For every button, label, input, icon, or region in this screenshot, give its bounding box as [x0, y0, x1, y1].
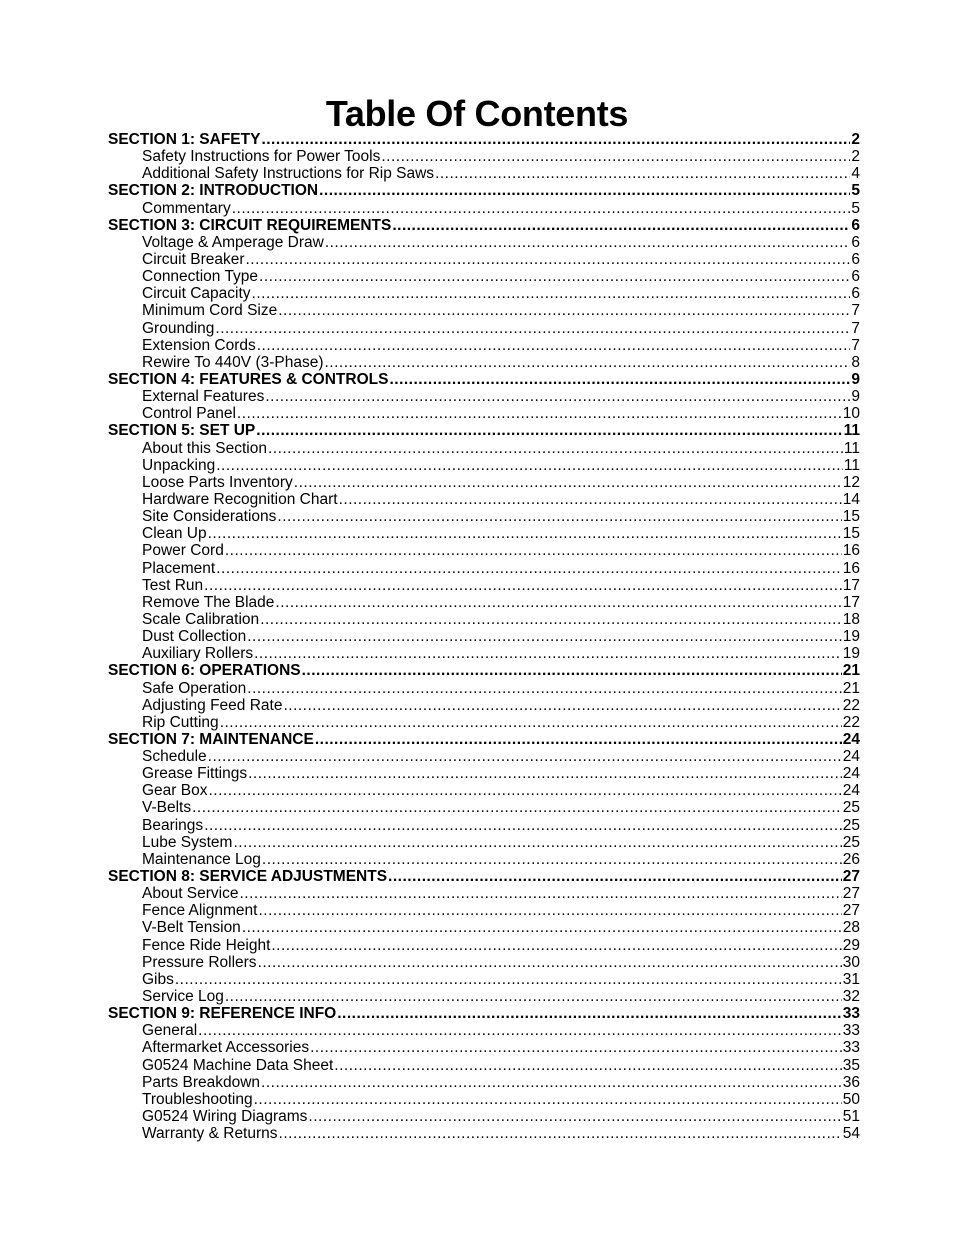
- toc-entry-page-number: 16: [842, 559, 860, 577]
- toc-entry-label: Connection Type: [142, 268, 259, 286]
- toc-entry-label: Control Panel: [142, 405, 236, 423]
- toc-subsection-entry[interactable]: [108, 388, 860, 405]
- dot-leader: [392, 217, 850, 234]
- dot-leader: [246, 251, 851, 268]
- toc-entry-page-number: 31: [842, 970, 860, 988]
- dot-leader: [198, 1022, 842, 1039]
- toc-entry-label: Loose Parts Inventory: [142, 473, 293, 491]
- toc-subsection-entry[interactable]: [108, 268, 860, 285]
- toc-subsection-entry[interactable]: [108, 165, 860, 182]
- toc-subsection-entry[interactable]: [108, 680, 860, 697]
- toc-entry-page-number: 2: [851, 131, 860, 148]
- dot-leader: [325, 354, 851, 371]
- toc-entry-page-number: 19: [842, 628, 860, 646]
- toc-entry-page-number: 11: [843, 422, 860, 440]
- toc-entry-page-number: 9: [851, 388, 860, 406]
- table-of-contents: [108, 131, 860, 1142]
- dot-leader: [257, 337, 851, 354]
- toc-entry-page-number: 6: [851, 285, 860, 303]
- toc-entry-page-number: 5: [851, 182, 860, 200]
- toc-subsection-entry[interactable]: [108, 988, 860, 1005]
- dot-leader: [259, 268, 850, 285]
- dot-leader: [381, 148, 850, 165]
- toc-entry-page-number: 21: [842, 662, 860, 680]
- dot-leader: [271, 937, 841, 954]
- toc-entry-page-number: 6: [851, 233, 860, 251]
- toc-subsection-entry[interactable]: [108, 560, 860, 577]
- toc-entry-label: Schedule: [142, 748, 207, 766]
- toc-subsection-entry[interactable]: [108, 354, 860, 371]
- dot-leader: [242, 919, 842, 936]
- toc-subsection-entry[interactable]: [108, 611, 860, 628]
- dot-leader: [208, 782, 841, 799]
- toc-entry-label: Minimum Cord Size: [142, 302, 278, 320]
- toc-entry-page-number: 19: [842, 645, 860, 663]
- dot-leader: [258, 902, 841, 919]
- toc-subsection-entry[interactable]: [108, 1039, 860, 1056]
- toc-subsection-entry[interactable]: [108, 697, 860, 714]
- dot-leader: [325, 234, 851, 251]
- toc-entry-label: Additional Safety Instructions for Rip Saws: [142, 165, 435, 183]
- toc-entry-page-number: 7: [851, 302, 860, 320]
- toc-subsection-entry[interactable]: [108, 1125, 860, 1142]
- toc-entry-label: Dust Collection: [142, 628, 247, 646]
- toc-subsection-entry[interactable]: [108, 851, 860, 868]
- toc-entry-label: About Service: [142, 885, 239, 903]
- toc-subsection-entry[interactable]: [108, 320, 860, 337]
- dot-leader: [265, 388, 850, 405]
- toc-entry-label: SECTION 7: MAINTENANCE: [108, 730, 314, 748]
- toc-entry-page-number: 27: [842, 902, 860, 920]
- toc-entry-label: Bearings: [142, 816, 204, 834]
- dot-leader: [192, 799, 842, 816]
- toc-entry-page-number: 25: [842, 799, 860, 817]
- toc-section-entry[interactable]: [108, 182, 860, 199]
- dot-leader: [334, 1057, 841, 1074]
- toc-entry-page-number: 54: [842, 1125, 860, 1143]
- toc-entry-page-number: 24: [842, 782, 860, 800]
- toc-entry-page-number: 10: [842, 405, 860, 423]
- toc-subsection-entry[interactable]: [108, 885, 860, 902]
- dot-leader: [308, 1108, 841, 1125]
- dot-leader: [294, 474, 842, 491]
- toc-entry-page-number: 6: [851, 268, 860, 286]
- toc-entry-label: Safety Instructions for Power Tools: [142, 148, 381, 166]
- toc-entry-label: Circuit Capacity: [142, 285, 251, 303]
- toc-entry-label: General: [142, 1022, 198, 1040]
- toc-entry-page-number: 4: [851, 165, 860, 183]
- toc-entry-label: Adjusting Feed Rate: [142, 696, 283, 714]
- toc-entry-page-number: 16: [842, 542, 860, 560]
- dot-leader: [319, 182, 850, 199]
- toc-entry-label: Lube System: [142, 833, 233, 851]
- toc-subsection-entry[interactable]: [108, 954, 860, 971]
- dot-leader: [254, 1091, 842, 1108]
- toc-entry-page-number: 12: [842, 473, 860, 491]
- dot-leader: [204, 817, 842, 834]
- toc-entry-page-number: 11: [843, 456, 860, 474]
- toc-subsection-entry[interactable]: [108, 474, 860, 491]
- dot-leader: [216, 560, 842, 577]
- toc-entry-label: Service Log: [142, 988, 224, 1006]
- dot-leader: [258, 954, 842, 971]
- toc-entry-label: Gear Box: [142, 782, 208, 800]
- toc-entry-page-number: 6: [851, 250, 860, 268]
- toc-entry-page-number: 17: [842, 576, 860, 594]
- toc-entry-label: Fence Ride Height: [142, 936, 271, 954]
- dot-leader: [240, 885, 842, 902]
- toc-entry-page-number: 33: [842, 1039, 860, 1057]
- toc-entry-label: Clean Up: [142, 525, 207, 543]
- toc-subsection-entry[interactable]: [108, 628, 860, 645]
- dot-leader: [215, 320, 850, 337]
- toc-subsection-entry[interactable]: [108, 834, 860, 851]
- toc-entry-label: V-Belt Tension: [142, 919, 241, 937]
- toc-entry-page-number: 50: [842, 1090, 860, 1108]
- toc-subsection-entry[interactable]: [108, 817, 860, 834]
- toc-entry-page-number: 7: [851, 319, 860, 337]
- toc-entry-page-number: 15: [842, 508, 860, 526]
- toc-subsection-entry[interactable]: [108, 440, 860, 457]
- dot-leader: [220, 714, 842, 731]
- toc-subsection-entry[interactable]: [108, 782, 860, 799]
- toc-subsection-entry[interactable]: [108, 508, 860, 525]
- dot-leader: [216, 457, 843, 474]
- toc-entry-label: External Features: [142, 388, 265, 406]
- toc-entry-label: Pressure Rollers: [142, 953, 257, 971]
- toc-subsection-entry[interactable]: [108, 1108, 860, 1125]
- dot-leader: [248, 765, 842, 782]
- dot-leader: [225, 988, 842, 1005]
- toc-entry-page-number: 18: [842, 610, 860, 628]
- toc-entry-page-number: 5: [851, 199, 860, 217]
- toc-entry-page-number: 11: [843, 439, 860, 457]
- toc-entry-label: Site Considerations: [142, 508, 277, 526]
- toc-entry-label: Parts Breakdown: [142, 1073, 261, 1091]
- toc-entry-label: Grounding: [142, 319, 215, 337]
- dot-leader: [175, 971, 842, 988]
- toc-subsection-entry[interactable]: [108, 919, 860, 936]
- toc-entry-label: SECTION 5: SET UP: [108, 422, 256, 440]
- toc-entry-page-number: 33: [842, 1022, 860, 1040]
- dot-leader: [268, 440, 843, 457]
- toc-subsection-entry[interactable]: [108, 765, 860, 782]
- toc-entry-page-number: 33: [842, 1005, 860, 1023]
- toc-section-entry[interactable]: [108, 662, 860, 679]
- toc-entry-label: Voltage & Amperage Draw: [142, 233, 324, 251]
- dot-leader: [252, 285, 851, 302]
- toc-subsection-entry[interactable]: [108, 251, 860, 268]
- toc-entry-label: SECTION 8: SERVICE ADJUSTMENTS: [108, 868, 388, 886]
- toc-entry-page-number: 22: [842, 713, 860, 731]
- dot-leader: [208, 748, 842, 765]
- toc-subsection-entry[interactable]: [108, 285, 860, 302]
- toc-entry-page-number: 26: [842, 850, 860, 868]
- dot-leader: [275, 594, 841, 611]
- toc-entry-label: SECTION 2: INTRODUCTION: [108, 182, 319, 200]
- toc-entry-label: G0524 Machine Data Sheet: [142, 1056, 334, 1074]
- dot-leader: [232, 200, 851, 217]
- toc-entry-label: Troubleshooting: [142, 1090, 253, 1108]
- toc-entry-page-number: 24: [842, 765, 860, 783]
- toc-entry-label: Fence Alignment: [142, 902, 258, 920]
- dot-leader: [277, 508, 841, 525]
- toc-subsection-entry[interactable]: [108, 457, 860, 474]
- dot-leader: [261, 131, 850, 148]
- toc-section-entry[interactable]: [108, 422, 860, 439]
- toc-entry-label: About this Section: [142, 439, 267, 457]
- dot-leader: [302, 662, 842, 679]
- toc-entry-page-number: 29: [842, 936, 860, 954]
- toc-subsection-entry[interactable]: [108, 525, 860, 542]
- toc-entry-label: Gibs: [142, 970, 174, 988]
- toc-entry-label: Maintenance Log: [142, 850, 261, 868]
- dot-leader: [278, 302, 850, 319]
- dot-leader: [254, 645, 842, 662]
- toc-entry-label: Test Run: [142, 576, 204, 594]
- toc-subsection-entry[interactable]: [108, 902, 860, 919]
- toc-entry-label: Power Cord: [142, 542, 224, 560]
- toc-subsection-entry[interactable]: [108, 405, 860, 422]
- toc-subsection-entry[interactable]: [108, 714, 860, 731]
- toc-entry-page-number: 17: [842, 593, 860, 611]
- toc-subsection-entry[interactable]: [108, 1091, 860, 1108]
- dot-leader: [256, 422, 842, 439]
- dot-leader: [310, 1039, 842, 1056]
- toc-entry-label: Rip Cutting: [142, 713, 219, 731]
- toc-section-entry[interactable]: [108, 731, 860, 748]
- toc-entry-page-number: 2: [851, 148, 860, 166]
- dot-leader: [260, 611, 842, 628]
- toc-subsection-entry[interactable]: [108, 748, 860, 765]
- toc-entry-page-number: 27: [842, 885, 860, 903]
- toc-entry-page-number: 30: [842, 953, 860, 971]
- toc-subsection-entry[interactable]: [108, 1074, 860, 1091]
- dot-leader: [388, 868, 842, 885]
- toc-entry-label: Scale Calibration: [142, 610, 260, 628]
- toc-subsection-entry[interactable]: [108, 645, 860, 662]
- toc-entry-page-number: 27: [842, 868, 860, 886]
- toc-entry-page-number: 7: [851, 336, 860, 354]
- toc-entry-label: Warranty & Returns: [142, 1125, 278, 1143]
- toc-entry-page-number: 21: [842, 679, 860, 697]
- toc-subsection-entry[interactable]: [108, 148, 860, 165]
- toc-section-entry[interactable]: [108, 131, 860, 148]
- dot-leader: [435, 165, 850, 182]
- toc-entry-page-number: 24: [842, 730, 860, 748]
- toc-entry-label: SECTION 1: SAFETY: [108, 131, 261, 148]
- toc-entry-page-number: 25: [842, 833, 860, 851]
- toc-entry-label: V-Belts: [142, 799, 192, 817]
- toc-entry-label: SECTION 4: FEATURES & CONTROLS: [108, 370, 389, 388]
- toc-subsection-entry[interactable]: [108, 971, 860, 988]
- toc-entry-label: G0524 Wiring Diagrams: [142, 1108, 308, 1126]
- dot-leader: [279, 1125, 842, 1142]
- dot-leader: [237, 405, 842, 422]
- toc-entry-page-number: 24: [842, 748, 860, 766]
- toc-entry-label: Unpacking: [142, 456, 216, 474]
- toc-entry-label: Safe Operation: [142, 679, 247, 697]
- dot-leader: [261, 1074, 842, 1091]
- toc-entry-label: Grease Fittings: [142, 765, 248, 783]
- dot-leader: [262, 851, 842, 868]
- toc-subsection-entry[interactable]: [108, 234, 860, 251]
- toc-subsection-entry[interactable]: [108, 302, 860, 319]
- toc-subsection-entry[interactable]: [108, 937, 860, 954]
- toc-entry-page-number: 32: [842, 988, 860, 1006]
- toc-entry-page-number: 25: [842, 816, 860, 834]
- toc-entry-label: Auxiliary Rollers: [142, 645, 254, 663]
- toc-section-entry[interactable]: [108, 1005, 860, 1022]
- toc-section-entry[interactable]: [108, 371, 860, 388]
- toc-subsection-entry[interactable]: [108, 799, 860, 816]
- dot-leader: [247, 628, 842, 645]
- toc-subsection-entry[interactable]: [108, 1057, 860, 1074]
- toc-entry-page-number: 51: [842, 1108, 860, 1126]
- toc-entry-label: Circuit Breaker: [142, 250, 245, 268]
- dot-leader: [283, 697, 841, 714]
- toc-subsection-entry[interactable]: [108, 577, 860, 594]
- toc-entry-page-number: 6: [851, 216, 860, 234]
- toc-subsection-entry[interactable]: [108, 337, 860, 354]
- toc-entry-label: Extension Cords: [142, 336, 256, 354]
- page-title: Table Of Contents: [325, 93, 629, 135]
- dot-leader: [247, 680, 841, 697]
- toc-entry-label: Placement: [142, 559, 216, 577]
- toc-entry-label: SECTION 9: REFERENCE INFO: [108, 1005, 337, 1023]
- toc-subsection-entry[interactable]: [108, 200, 860, 217]
- dot-leader: [315, 731, 842, 748]
- toc-section-entry[interactable]: [108, 868, 860, 885]
- toc-subsection-entry[interactable]: [108, 491, 860, 508]
- toc-entry-page-number: 15: [842, 525, 860, 543]
- toc-entry-page-number: 14: [842, 490, 860, 508]
- toc-entry-page-number: 9: [851, 370, 860, 388]
- dot-leader: [389, 371, 850, 388]
- toc-entry-label: Remove The Blade: [142, 593, 275, 611]
- dot-leader: [337, 1005, 842, 1022]
- toc-entry-label: Rewire To 440V (3-Phase): [142, 353, 324, 371]
- toc-entry-page-number: 22: [842, 696, 860, 714]
- dot-leader: [233, 834, 841, 851]
- toc-entry-page-number: 35: [842, 1056, 860, 1074]
- toc-section-entry[interactable]: [108, 217, 860, 234]
- toc-entry-page-number: 28: [842, 919, 860, 937]
- dot-leader: [339, 491, 842, 508]
- toc-subsection-entry[interactable]: [108, 1022, 860, 1039]
- toc-entry-page-number: 8: [851, 353, 860, 371]
- toc-entry-label: Aftermarket Accessories: [142, 1039, 310, 1057]
- toc-entry-page-number: 36: [842, 1073, 860, 1091]
- toc-entry-label: SECTION 6: OPERATIONS: [108, 662, 301, 680]
- dot-leader: [204, 577, 842, 594]
- toc-subsection-entry[interactable]: [108, 594, 860, 611]
- dot-leader: [208, 525, 842, 542]
- toc-entry-label: Hardware Recognition Chart: [142, 490, 338, 508]
- toc-entry-label: SECTION 3: CIRCUIT REQUIREMENTS: [108, 216, 392, 234]
- toc-subsection-entry[interactable]: [108, 542, 860, 559]
- dot-leader: [225, 542, 842, 559]
- toc-entry-label: Commentary: [142, 199, 231, 217]
